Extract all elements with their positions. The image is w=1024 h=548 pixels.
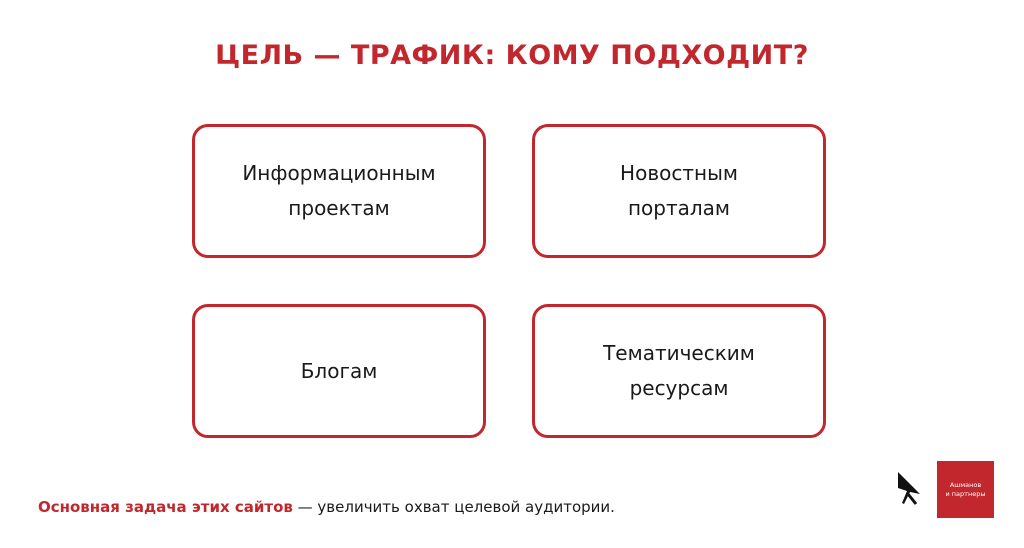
slide-title: ЦЕЛЬ — ТРАФИК: КОМУ ПОДХОДИТ?	[215, 40, 809, 71]
card-information-projects	[192, 124, 486, 258]
card-news-portals	[532, 124, 826, 258]
footer-accent-text: Основная задача этих сайтов	[38, 498, 293, 516]
footer-rest-text: — увеличить охват целевой аудитории.	[292, 498, 615, 516]
cursor-logo-icon	[896, 470, 922, 506]
logo-line-1: Ашманов	[949, 481, 982, 489]
card-blogs	[192, 304, 486, 438]
logo-line-2: и партнеры	[945, 489, 986, 498]
card-thematic-resources	[532, 304, 826, 438]
card-label: Новостным порталам	[620, 161, 738, 220]
footer-note	[38, 498, 615, 516]
company-logo	[937, 461, 994, 518]
card-label: Блогам	[300, 358, 378, 383]
card-label: Информационным проектам	[242, 161, 436, 220]
card-label: Тематическим ресурсам	[603, 341, 755, 400]
